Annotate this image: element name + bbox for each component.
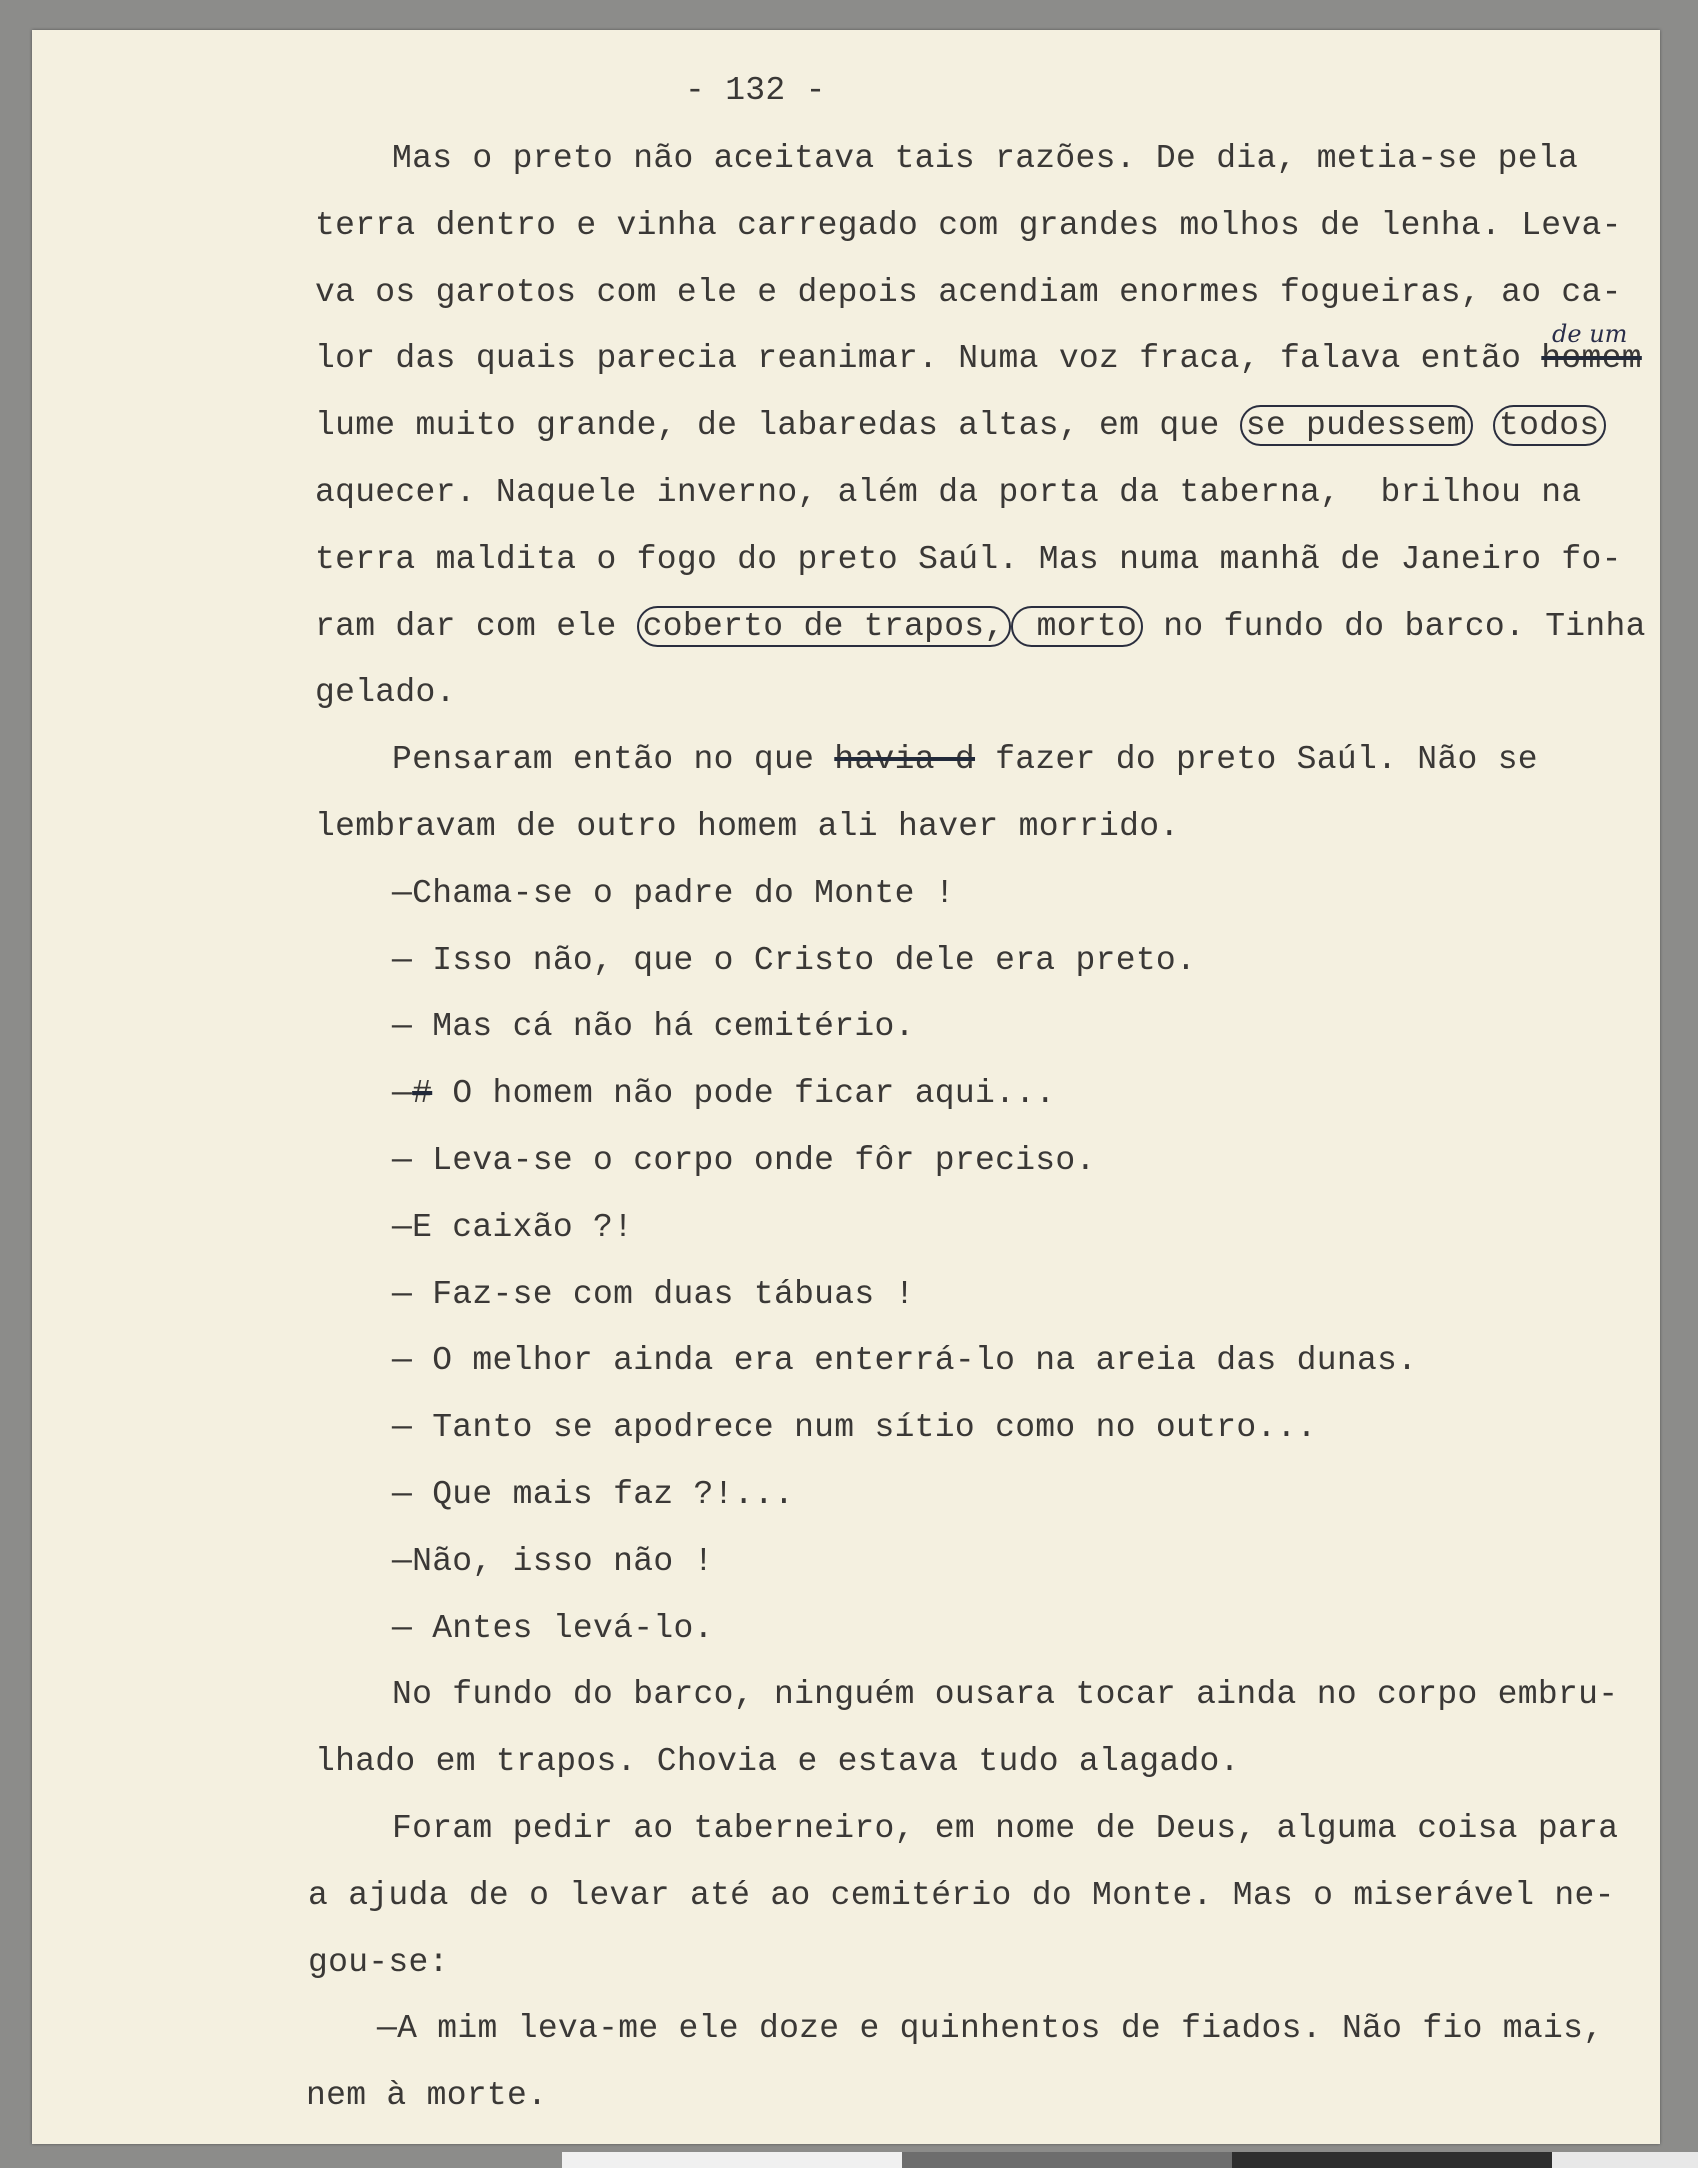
text-run: fazer do preto Saúl. Não se bbox=[975, 741, 1538, 779]
text-run: — bbox=[392, 1075, 413, 1113]
text-run: — O melhor ainda era enterrá-lo na areia das dunas. bbox=[392, 1342, 1418, 1380]
text-line bbox=[315, 274, 1622, 311]
text-run: terra dentro e vinha carregado com grandes molhos de lenha. Leva- bbox=[315, 206, 1622, 244]
text-run: lor das quais parecia reanimar. Numa voz fraca, falava então bbox=[315, 340, 1542, 378]
text-line bbox=[392, 1676, 1618, 1713]
handwritten-insertion: de um bbox=[1552, 320, 1628, 348]
text-line bbox=[308, 1944, 449, 1981]
text-line bbox=[392, 1075, 1055, 1112]
text-run: a ajuda de o levar até ao cemitério do Monte. Mas o miserável ne- bbox=[308, 1876, 1615, 1914]
text-run: no fundo do barco. Tinha bbox=[1143, 607, 1646, 645]
text-run: ram dar com ele bbox=[315, 607, 637, 645]
text-run: — Que mais faz ?!... bbox=[392, 1476, 795, 1513]
text-run: — Isso não, que o Cristo dele era preto. bbox=[392, 941, 1197, 979]
struck-text: homem bbox=[1541, 340, 1642, 378]
circled-text: se pudessem bbox=[1240, 405, 1473, 446]
text-run: va os garotos com ele e depois acendiam enormes fogueiras, ao ca- bbox=[315, 273, 1622, 311]
text-run: lembravam de outro homem ali haver morrido. bbox=[315, 808, 1180, 845]
text-line bbox=[315, 207, 1622, 244]
text-line bbox=[392, 942, 1196, 979]
text-line bbox=[392, 140, 1578, 177]
text-line bbox=[315, 541, 1622, 578]
text-line bbox=[392, 741, 1538, 778]
text-line bbox=[392, 1276, 915, 1313]
text-line bbox=[315, 407, 1606, 444]
typewritten-page bbox=[32, 30, 1660, 2144]
text-line bbox=[392, 1342, 1417, 1379]
text-run: —Não, isso não ! bbox=[392, 1542, 714, 1580]
text-run: — Antes levá-lo. bbox=[392, 1609, 714, 1647]
text-run: —E caixão ?! bbox=[392, 1208, 634, 1246]
text-run: nem à morte. bbox=[306, 2077, 548, 2115]
text-run: gou-se: bbox=[308, 1943, 449, 1981]
text-line bbox=[315, 608, 1646, 645]
scale-bar-dark bbox=[1232, 2152, 1552, 2168]
text-run: — Tanto se apodrece num sítio como no outro... bbox=[392, 1409, 1317, 1447]
text-line bbox=[392, 1476, 794, 1513]
text-run: O homem não pode ficar aqui... bbox=[432, 1075, 1056, 1113]
text-run: lhado em trapos. Chovia e estava tudo alagado. bbox=[315, 1743, 1240, 1781]
text-line bbox=[315, 808, 1179, 845]
text-run: — Faz-se com duas tábuas ! bbox=[392, 1275, 915, 1313]
text-line bbox=[392, 1610, 714, 1647]
page-number: - 132 - bbox=[685, 72, 826, 109]
scale-bar-gray bbox=[902, 2152, 1232, 2168]
text-run: —Chama-se o padre do Monte ! bbox=[392, 874, 955, 912]
text-line bbox=[392, 1409, 1317, 1446]
text-run: — Mas cá não há cemitério. bbox=[392, 1008, 915, 1046]
text-line bbox=[392, 875, 955, 912]
struck-text: havia-d bbox=[834, 741, 976, 779]
text-line bbox=[306, 2077, 547, 2114]
scale-bar-light bbox=[1552, 2152, 1698, 2168]
text-run: Mas o preto não aceitava tais razões. De dia, metia-se pela bbox=[392, 140, 1579, 177]
text-line bbox=[392, 1008, 915, 1045]
text-line bbox=[377, 2010, 1603, 2047]
text-run: aquecer. Naquele inverno, além da porta da taberna, brilhou na bbox=[315, 474, 1582, 511]
text-line bbox=[392, 1810, 1618, 1847]
text-run: —A mim leva-me ele doze e quinhentos de fiados. Não fio mais, bbox=[377, 2010, 1604, 2048]
text-line bbox=[315, 1743, 1240, 1780]
text-run bbox=[1473, 407, 1493, 444]
text-run: Foram pedir ao taberneiro, em nome de Deus, alguma coisa para bbox=[392, 1810, 1619, 1847]
circled-text: coberto de trapos, bbox=[637, 606, 1011, 647]
text-line bbox=[308, 1877, 1615, 1914]
text-run: Pensaram então no que bbox=[392, 741, 835, 779]
text-run: gelado. bbox=[315, 674, 456, 712]
text-run: — Leva-se o corpo onde fôr preciso. bbox=[392, 1142, 1096, 1179]
text-line bbox=[392, 1142, 1096, 1179]
text-line bbox=[315, 340, 1642, 377]
text-run: No fundo do barco, ninguém ousara tocar ainda no corpo embru- bbox=[392, 1676, 1619, 1714]
text-line bbox=[315, 674, 456, 711]
text-line bbox=[315, 474, 1582, 511]
circled-text: morto bbox=[1011, 606, 1144, 647]
struck-text: # bbox=[412, 1075, 433, 1113]
text-run: lume muito grande, de labaredas altas, em que bbox=[315, 407, 1240, 445]
circled-text: todos bbox=[1493, 405, 1606, 446]
text-run: terra maldita o fogo do preto Saúl. Mas numa manhã de Janeiro fo- bbox=[315, 540, 1622, 578]
scale-bar-white bbox=[562, 2152, 902, 2168]
text-line bbox=[392, 1543, 714, 1580]
text-line bbox=[392, 1209, 633, 1246]
